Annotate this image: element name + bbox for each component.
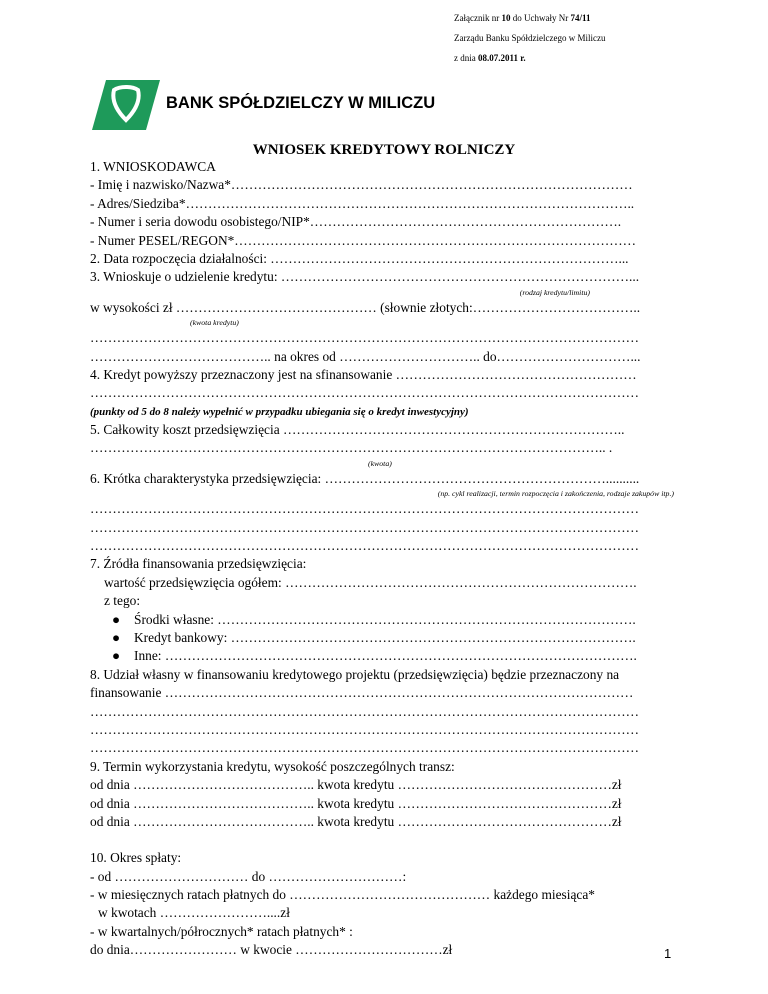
note-cycle: (np. cykl realizacji, termin rozpoczęcia i zakończenia, rodzaje zakupów itp.) [437, 489, 674, 499]
field-other: ● Inne: ……………………………………………………………………………………………. [90, 647, 682, 665]
tranche-row: od dnia ………………………………….. kwota kredytu …………………………………………zł [90, 777, 622, 793]
field-amount: w wysokości zł ……………………………………… (słownie złotych:……………………………….. [90, 299, 641, 315]
tranche-row: od dnia ………………………………….. kwota kredytu …………………………………………zł [90, 813, 622, 829]
section-3-request: 3. Wnioskuje o udzielenie kredytu: ……………………………………………………………………... [90, 269, 640, 285]
dotted-line: …………………………………………………………………………………………………….. . [90, 440, 613, 456]
field-due-date-amount: do dnia…………………… w kwocie ……………………………zł [90, 942, 453, 958]
dotted-line: …………………………………………………………………………………………………………… [90, 538, 640, 554]
header-note [454, 8, 605, 68]
section-1-heading: 1. WNIOSKODAWCA [90, 159, 216, 174]
note-credit-amount: (kwota kredytu) [190, 318, 239, 328]
header-line-2: Zarządu Banku Spółdzielczego w Miliczu [454, 33, 606, 43]
section-6-description: 6. Krótka charakterystyka przedsięwzięcia: ……………………………………………………….......... [90, 470, 640, 486]
note-investment: (punkty od 5 do 8 należy wypełnić w przypadku ubiegania się o kredyt inwestycyjny) [90, 405, 469, 418]
dotted-line: …………………………………………………………………………………………………………… [90, 703, 640, 719]
bullet-icon: ● [112, 629, 121, 645]
bullet-icon: ● [112, 648, 121, 664]
section-7-sources: 7. Źródła finansowania przedsięwzięcia: [90, 556, 307, 572]
section-9-tranches: 9. Termin wykorzystania kredytu, wysokość poszczególnych transz: [90, 758, 455, 774]
field-repayment-period: - od ………………………… do …………………………: [90, 868, 407, 884]
section-5-total-cost: 5. Całkowity koszt przedsięwzięcia ………………………………………………………………….. [90, 422, 625, 438]
field-name: - Imię i nazwisko/Nazwa*……………………………………………………………………………… [90, 177, 633, 193]
dotted-line: …………………………………………………………………………………………………………… [90, 740, 640, 756]
page-number: 1 [664, 946, 672, 961]
form-body [90, 158, 682, 960]
section-10-repayment: 10. Okres spłaty: [90, 850, 182, 866]
dotted-line: …………………………………………………………………………………………………………… [90, 385, 640, 401]
bank-logo-icon [92, 80, 160, 130]
dotted-line: …………………………………………………………………………………………………………… [90, 519, 640, 535]
field-monthly-installments: - w miesięcznych ratach płatnych do ……………………………………… każdego miesiąca* [90, 887, 595, 903]
field-address: - Adres/Siedziba*……………………………………………………………………………………….. [90, 195, 635, 211]
note-credit-type: (rodzaj kredytu/limitu) [519, 287, 590, 297]
header-line-3: z dnia 08.07.2011 r. [454, 53, 526, 63]
document-title: WNIOSEK KREDYTOWY ROLNICZY [252, 142, 516, 158]
field-id-nip: - Numer i seria dowodu osobistego/NIP*……………………………………………………………. [90, 214, 622, 230]
label-of-which: z tego: [104, 593, 141, 609]
dotted-line: …………………………………………………………………………………………………………… [90, 501, 640, 517]
field-financing: finansowanie …………………………………………………………………………………………… [90, 685, 634, 701]
bullet-icon: ● [112, 611, 121, 627]
header-line-1: Załącznik nr 10 do Uchwały Nr 74/11 [454, 13, 591, 23]
section-4-purpose: 4. Kredyt powyższy przeznaczony jest na sfinansowanie ……………………………………………… [90, 366, 637, 382]
field-period: ………………………………….. na okres od ………………………….. do…………………………... [90, 348, 641, 364]
field-bank-credit: ● Kredyt bankowy: ………………………………………………………………………………. [90, 629, 682, 647]
dotted-line: …………………………………………………………………………………………………………… [90, 721, 640, 737]
note-amount: (kwota) [368, 458, 392, 468]
section-2-start-date: 2. Data rozpoczęcia działalności: ……………………………………………………………………... [90, 250, 629, 266]
field-pesel-regon: - Numer PESEL/REGON*……………………………………………………………………………… [90, 232, 637, 248]
section-8-own-share: 8. Udział własny w finansowaniu kredytowego projektu (przedsięwzięcia) będzie przeznaczony na [90, 666, 620, 682]
dotted-line: …………………………………………………………………………………………………………… [90, 330, 640, 346]
bank-name: BANK SPÓŁDZIELCZY W MILICZU [166, 94, 436, 112]
field-own-funds: ● Środki własne: …………………………………………………………………………………. [90, 611, 682, 629]
field-installment-amount: w kwotach ……………………....zł [98, 905, 290, 921]
field-total-value: wartość przedsięwzięcia ogółem: ……………………………………………………………………. [104, 574, 637, 590]
tranche-row: od dnia ………………………………….. kwota kredytu …………………………………………zł [90, 795, 622, 811]
field-quarterly-installments: - w kwartalnych/półrocznych* ratach płatnych* : [90, 923, 353, 939]
